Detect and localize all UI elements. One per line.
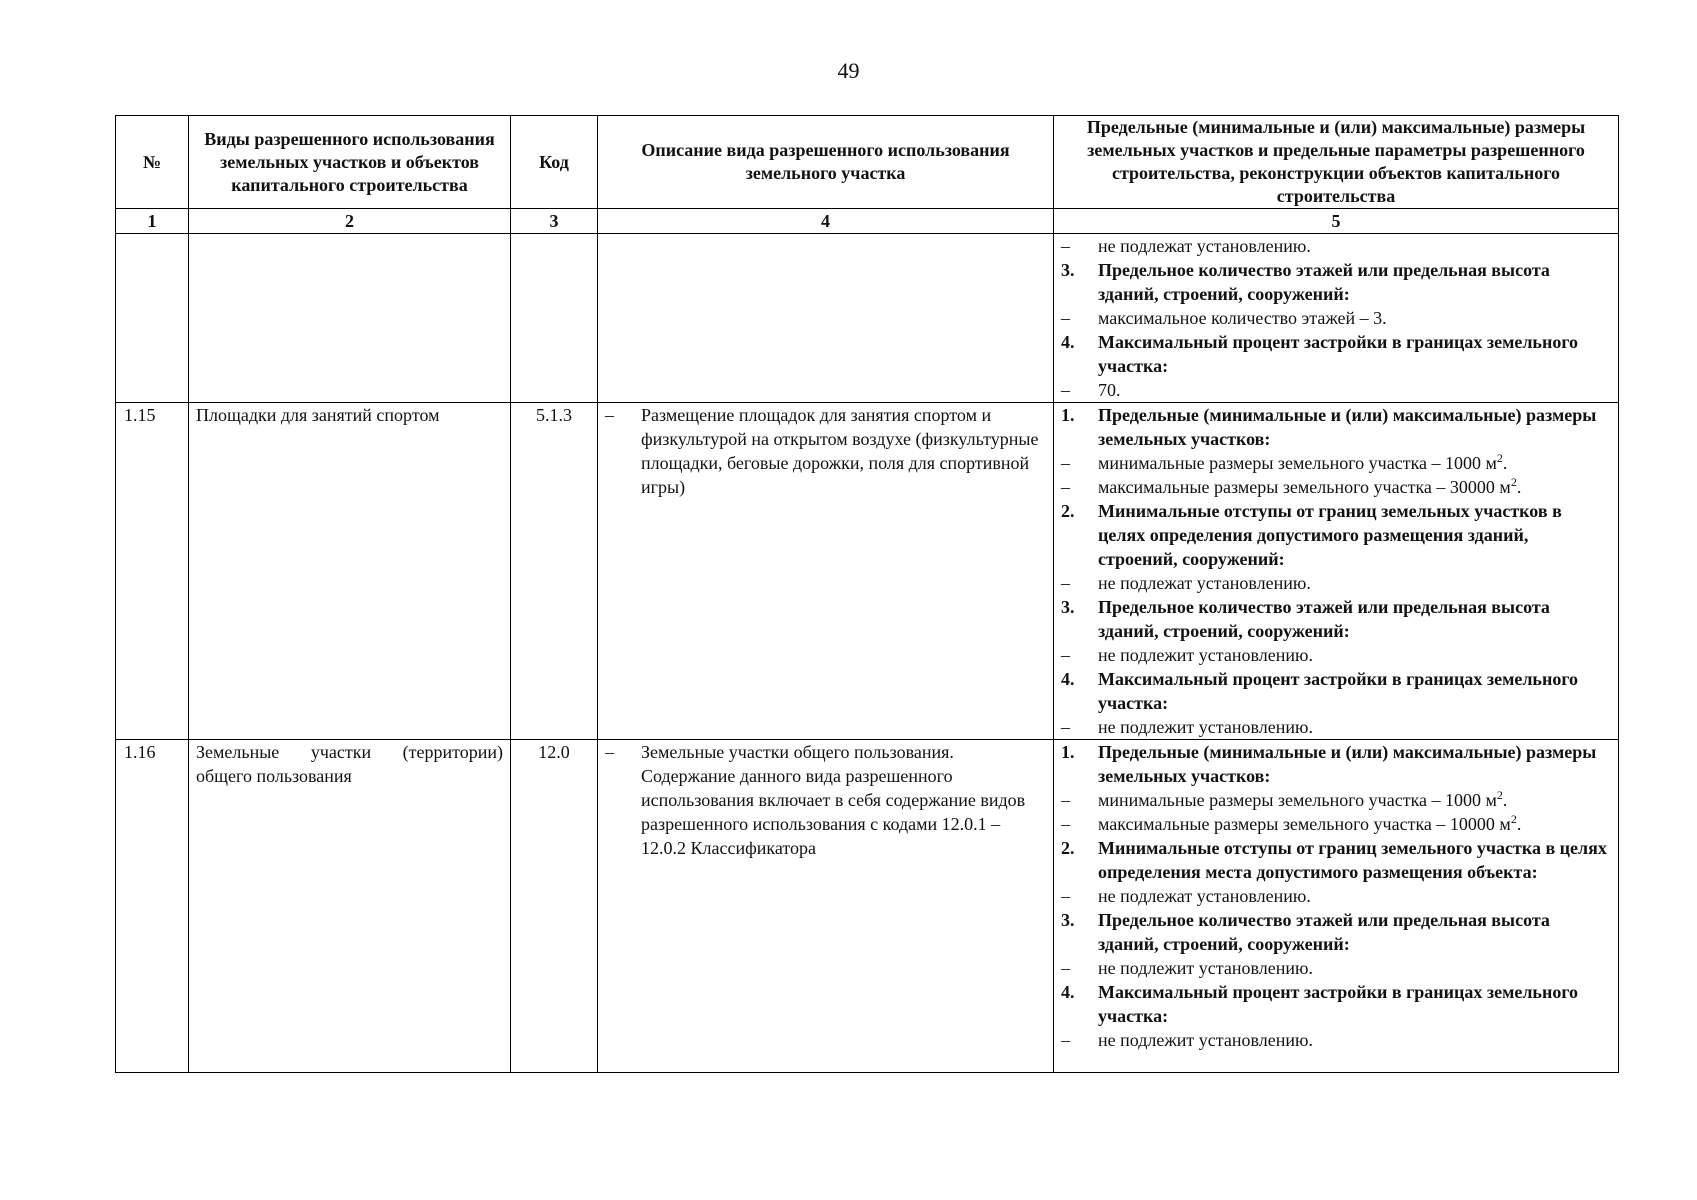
parameter-text-wrap — [1098, 330, 1611, 378]
header-code: Код — [511, 116, 598, 209]
dash-marker: – — [605, 405, 614, 425]
parameter-value — [1061, 884, 1611, 908]
parameter-heading — [1061, 595, 1611, 643]
parameter-text: Максимальный процент застройки в границах земельного участка: — [1098, 669, 1579, 713]
parameter-text: не подлежит установлению. — [1098, 1030, 1313, 1050]
parameter-text: максимальные размеры земельного участка – 30000 м — [1098, 477, 1511, 497]
item-number: 2. — [1061, 501, 1075, 521]
parameter-text-wrap — [1098, 475, 1611, 499]
dash-marker: – — [1061, 236, 1070, 256]
row-number — [116, 234, 189, 403]
parameter-heading — [1061, 740, 1611, 788]
parameter-text: 70. — [1098, 380, 1121, 400]
item-number: 2. — [1061, 838, 1075, 858]
code-cell: 12.0 — [511, 740, 598, 1073]
land-use-table — [115, 115, 1619, 1073]
parameter-value — [1061, 956, 1611, 980]
page-number: 49 — [837, 58, 860, 83]
parameter-text-wrap — [1098, 884, 1611, 908]
table-row — [116, 740, 1619, 1073]
parameter-text: Предельное количество этажей или предельная высота зданий, строений, сооружений: — [1098, 260, 1550, 304]
dash-marker: – — [1061, 790, 1070, 810]
parameter-text-wrap — [1098, 643, 1611, 667]
dash-marker: – — [1061, 958, 1070, 978]
parameter-text-wrap — [1098, 378, 1611, 402]
row-number: 1.16 — [116, 740, 189, 1073]
column-number: 5 — [1054, 209, 1619, 234]
item-number: 4. — [1061, 982, 1075, 1002]
item-number: 3. — [1061, 910, 1075, 930]
description-text: Земельные участки общего пользования. Содержание данного вида разрешенного использования включает в себя содержание видов разрешенного использования с кодами 12.0.1 – 12.0.2 Классификатора — [641, 742, 1026, 858]
parameter-text: Предельные (минимальные и (или) максимальные) размеры земельных участков: — [1098, 742, 1597, 786]
parameter-value — [1061, 571, 1611, 595]
parameter-heading — [1061, 667, 1611, 715]
superscript: 2 — [1510, 475, 1517, 489]
parameter-text-wrap — [1098, 451, 1611, 475]
dash-marker: – — [1061, 573, 1070, 593]
parameter-heading — [1061, 403, 1611, 451]
dash-marker: – — [1061, 380, 1070, 400]
parameter-value — [1061, 788, 1611, 812]
use-type-cell: Земельные участки (территории) общего пользования — [189, 740, 511, 1073]
parameter-value — [1061, 378, 1611, 402]
parameter-text-wrap — [1098, 403, 1611, 451]
column-number: 4 — [598, 209, 1054, 234]
item-number: 4. — [1061, 669, 1075, 689]
parameter-text: максимальные размеры земельного участка – 10000 м — [1098, 814, 1511, 834]
parameter-text: Минимальные отступы от границ земельных участков в целях определения допустимого размещения зданий, строений, сооружений: — [1098, 501, 1562, 569]
parameter-text: Предельное количество этажей или предельная высота зданий, строений, сооружений: — [1098, 597, 1550, 641]
dash-marker: – — [605, 742, 614, 762]
superscript: 2 — [1496, 788, 1503, 802]
dash-marker: – — [1061, 717, 1070, 737]
parameter-value — [1061, 451, 1611, 475]
dash-marker: – — [1061, 645, 1070, 665]
parameter-text-wrap — [1098, 499, 1611, 571]
parameter-value — [1061, 475, 1611, 499]
description-item — [605, 740, 1046, 860]
header-number: № — [116, 116, 189, 209]
table-row — [116, 403, 1619, 740]
parameter-heading — [1061, 980, 1611, 1028]
superscript: 2 — [1510, 812, 1517, 826]
item-number: 4. — [1061, 332, 1075, 352]
parameter-text-end: . — [1502, 453, 1508, 473]
parameter-heading — [1061, 499, 1611, 571]
parameters-cell — [1054, 403, 1619, 740]
description-item — [605, 403, 1046, 499]
parameter-text: не подлежит установлению. — [1098, 958, 1313, 978]
row-number: 1.15 — [116, 403, 189, 740]
use-type-cell: Площадки для занятий спортом — [189, 403, 511, 740]
parameter-text-wrap — [1098, 234, 1611, 258]
parameter-text-wrap — [1098, 715, 1611, 739]
parameter-text: не подлежат установлению. — [1098, 236, 1311, 256]
parameter-text-wrap — [1098, 571, 1611, 595]
parameter-text-wrap — [1098, 956, 1611, 980]
item-number: 1. — [1061, 742, 1075, 762]
parameter-text-end: . — [1516, 477, 1522, 497]
parameter-text-wrap — [1098, 595, 1611, 643]
parameter-heading — [1061, 908, 1611, 956]
item-number: 3. — [1061, 597, 1075, 617]
parameter-text-wrap — [1098, 812, 1611, 836]
parameter-text-wrap — [1098, 788, 1611, 812]
dash-marker: – — [1061, 453, 1070, 473]
parameter-text: Максимальный процент застройки в границах земельного участка: — [1098, 332, 1579, 376]
header-use-type: Виды разрешенного использования земельных участков и объектов капитального строительства — [189, 116, 511, 209]
parameter-heading — [1061, 258, 1611, 306]
parameter-text-wrap — [1098, 306, 1611, 330]
parameter-value — [1061, 643, 1611, 667]
parameter-heading — [1061, 330, 1611, 378]
parameter-text: минимальные размеры земельного участка – 1000 м — [1098, 790, 1497, 810]
parameter-value — [1061, 306, 1611, 330]
parameter-text-end: . — [1502, 790, 1508, 810]
parameter-text-wrap — [1098, 836, 1611, 884]
dash-marker: – — [1061, 814, 1070, 834]
parameter-heading — [1061, 836, 1611, 884]
parameter-text-wrap — [1098, 258, 1611, 306]
description-cell — [598, 403, 1054, 740]
parameter-text-wrap — [1098, 667, 1611, 715]
code-cell — [511, 234, 598, 403]
parameter-text-wrap — [1098, 1028, 1611, 1052]
parameter-text: максимальное количество этажей – 3. — [1098, 308, 1387, 328]
parameter-value — [1061, 1028, 1611, 1052]
header-description: Описание вида разрешенного использования земельного участка — [598, 116, 1054, 209]
dash-marker: – — [1061, 886, 1070, 906]
column-number: 3 — [511, 209, 598, 234]
parameter-value — [1061, 715, 1611, 739]
parameter-text: не подлежит установлению. — [1098, 645, 1313, 665]
item-number: 3. — [1061, 260, 1075, 280]
parameter-text-wrap — [1098, 740, 1611, 788]
parameter-text: Максимальный процент застройки в границах земельного участка: — [1098, 982, 1579, 1026]
dash-marker: – — [1061, 1030, 1070, 1050]
table-header-row — [116, 116, 1619, 209]
code-cell: 5.1.3 — [511, 403, 598, 740]
header-parameters: Предельные (минимальные и (или) максимальные) размеры земельных участков и предельные параметры разрешенного строительства, реконструкции объектов капитального строительства — [1054, 116, 1619, 209]
parameter-text-end: . — [1516, 814, 1522, 834]
parameter-text: Предельные (минимальные и (или) максимальные) размеры земельных участков: — [1098, 405, 1597, 449]
parameter-text: не подлежат установлению. — [1098, 886, 1311, 906]
parameter-text-wrap — [1098, 908, 1611, 956]
use-type-cell — [189, 234, 511, 403]
parameter-text: минимальные размеры земельного участка – 1000 м — [1098, 453, 1497, 473]
dash-marker: – — [1061, 308, 1070, 328]
column-number: 2 — [189, 209, 511, 234]
item-number: 1. — [1061, 405, 1075, 425]
superscript: 2 — [1496, 451, 1503, 465]
description-text: Размещение площадок для занятия спортом и физкультурой на открытом воздухе (физкультурные площадки, беговые дорожки, поля для спортивной игры) — [641, 405, 1039, 497]
parameter-text: не подлежат установлению. — [1098, 573, 1311, 593]
column-number-row — [116, 209, 1619, 234]
parameters-cell — [1054, 234, 1619, 403]
parameter-text: Минимальные отступы от границ земельного участка в целях определения места допустимого размещения объекта: — [1098, 838, 1607, 882]
parameter-text: Предельное количество этажей или предельная высота зданий, строений, сооружений: — [1098, 910, 1550, 954]
table-row — [116, 234, 1619, 403]
parameters-cell — [1054, 740, 1619, 1073]
dash-marker: – — [1061, 477, 1070, 497]
parameter-text: не подлежит установлению. — [1098, 717, 1313, 737]
parameter-value — [1061, 234, 1611, 258]
parameter-text-wrap — [1098, 980, 1611, 1028]
column-number: 1 — [116, 209, 189, 234]
parameter-value — [1061, 812, 1611, 836]
description-cell — [598, 740, 1054, 1073]
description-cell — [598, 234, 1054, 403]
